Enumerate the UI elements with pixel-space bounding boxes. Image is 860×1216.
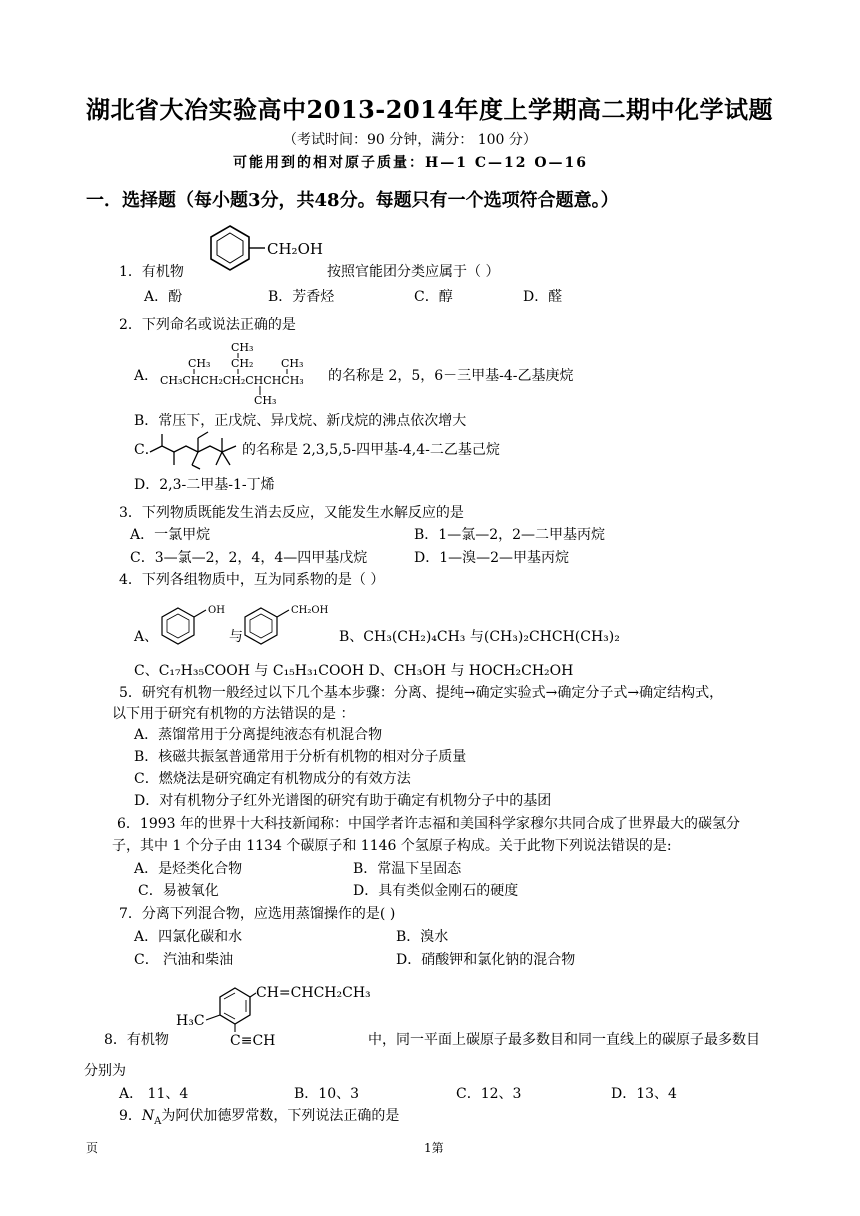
q5-stem-line2: 以下用于研究有机物的方法错误的是 ： [112, 706, 355, 722]
q8-prefix: 8．有机物 [104, 1032, 169, 1048]
q4-stem: 4．下列各组物质中，互为同系物的是（ ） [119, 572, 385, 588]
q2-option-d: D．2,3-二甲基-1-丁烯 [134, 477, 275, 493]
q7-option-b: B．溴水 [396, 929, 449, 945]
q7-stem: 7．分离下列混合物，应选用蒸馏操作的是( ) [119, 906, 396, 922]
q2-a-label: A． [134, 368, 159, 384]
q8-option-d: D．13、4 [611, 1086, 677, 1102]
q5-option-a: A．蒸馏常用于分离提纯液态有机混合物 [134, 727, 383, 743]
q5-option-d: D．对有机物分子红外光谱图的研究有助于确定有机物分子中的基团 [134, 793, 552, 809]
q3-option-d: D．1—溴—2—甲基丙烷 [414, 550, 570, 566]
q4-a-and: 与 [229, 629, 243, 645]
q1-option-a: A．酚 [144, 289, 183, 305]
svg-text:CH₂OH: CH₂OH [291, 605, 329, 616]
q1-ch2oh-label: CH₂OH [267, 240, 323, 258]
q9-na-subscript: A [154, 1115, 162, 1127]
q6-option-d: D．具有类似金刚石的硬度 [353, 883, 519, 899]
q3-stem: 3．下列物质既能发生消去反应，又能发生水解反应的是 [119, 505, 464, 521]
footer-page-number: 1第 [424, 1141, 444, 1155]
q6-option-a: A．是烃类化合物 [134, 861, 243, 877]
q2-option-b: B．常压下，正戊烷、异戊烷、新戊烷的沸点依次增大 [134, 413, 467, 429]
q9-number: 9． [119, 1108, 142, 1124]
exam-info: （考试时间：90 分钟，满分： 100 分） [283, 132, 537, 148]
q6-option-b: B．常温下呈固态 [353, 861, 462, 877]
q1-option-c: C．醇 [414, 289, 453, 305]
q3-option-b: B．1—氯—2，2—二甲基丙烷 [414, 527, 606, 543]
q4-option-b: B、CH₃(CH₂)₄CH₃ 与(CH₃)₂CHCH(CH₃)₂ [339, 629, 620, 645]
q8-option-c: C．12、3 [456, 1086, 522, 1102]
footer-page-left: 页 [86, 1141, 99, 1155]
q6-stem-line2: 子，其中 1 个分子由 1134 个碳原子和 1146 个氢原子构成。关于此物下列说法错误的是: [112, 838, 672, 854]
exam-title: 湖北省大冶实验高中2013-2014年度上学期高二期中化学试题 [86, 95, 774, 124]
svg-text:CH₃: CH₃ [281, 357, 304, 370]
atomic-masses: 可能用到的相对原子质量：H—1 C—12 O—16 [233, 155, 589, 171]
q5-option-b: B．核磁共振氢普通常用于分析有机物的相对分子质量 [134, 749, 467, 765]
q2-c-label: C． [134, 442, 159, 458]
q5-option-c: C．燃烧法是研究确定有机物成分的有效方法 [134, 771, 411, 787]
svg-text:CH₃CHCH₂CH₂CHCHCH₃: CH₃CHCH₂CH₂CHCHCH₃ [160, 374, 304, 387]
q3-option-a: A．一氯甲烷 [130, 527, 211, 543]
q1-prefix: 1．有机物 [119, 264, 184, 280]
svg-text:OH: OH [208, 605, 225, 616]
q9-stem [119, 1106, 399, 1132]
q2-a-text: 的名称是 2，5，6－三甲基-4-乙基庚烷 [328, 368, 574, 384]
q9-stem-text: 为阿伏加德罗常数，下列说法正确的是 [161, 1108, 400, 1124]
section-heading: 一．选择题（每小题3分，共48分。每题只有一个选项符合题意。） [86, 190, 619, 211]
benzyl-alcohol-structure-2 [243, 598, 335, 644]
svg-text:CH₃: CH₃ [231, 341, 254, 354]
q1-option-b: B．芳香烃 [268, 289, 335, 305]
q1-option-d: D．醛 [523, 289, 563, 305]
q8-cont: 分别为 [84, 1063, 126, 1079]
benzyl-alcohol-structure [200, 222, 330, 272]
q8-structure [174, 980, 371, 1052]
phenol-structure [160, 598, 232, 644]
svg-text:C≡CH: C≡CH [230, 1033, 276, 1049]
q4-a-label: A、 [134, 629, 159, 645]
q2-c-text: 的名称是 2,3,5,5-四甲基-4,4-二乙基己烷 [242, 442, 500, 458]
q2-a-structure [160, 338, 330, 410]
q7-option-d: D．硝酸钾和氯化钠的混合物 [396, 952, 576, 968]
q8-option-a: A． 11、4 [119, 1086, 189, 1102]
q5-stem-line1: 5．研究有机物一般经过以下几个基本步骤：分离、提纯→确定实验式→确定分子式→确定结构式， [119, 685, 724, 701]
q2-c-skeletal-structure [148, 430, 240, 470]
svg-text:CH=CHCH₂CH₃: CH=CHCH₂CH₃ [256, 985, 371, 1001]
q4-option-cd: C、C₁₇H₃₅COOH 与 C₁₅H₃₁COOH D、CH₃OH 与 HOCH₂CH₂OH [134, 663, 574, 679]
svg-text:CH₃: CH₃ [188, 357, 211, 370]
q7-option-a: A．四氯化碳和水 [134, 929, 243, 945]
q6-option-c: C．易被氧化 [138, 883, 219, 899]
q7-option-c: C． 汽油和柴油 [134, 952, 234, 968]
svg-text:CH₃: CH₃ [254, 394, 277, 407]
q8-option-b: B．10、3 [294, 1086, 360, 1102]
svg-text:H₃C: H₃C [176, 1013, 205, 1029]
svg-text:CH₂: CH₂ [231, 357, 254, 370]
q1-suffix: 按照官能团分类应属于（ ） [327, 264, 500, 280]
q9-na-symbol: N [141, 1108, 155, 1124]
q6-stem-line1: 6．1993 年的世界十大科技新闻称：中国学者许志福和美国科学家穆尔共同合成了世界最大的碳氢分 [117, 816, 740, 832]
q2-stem: 2．下列命名或说法正确的是 [119, 317, 296, 333]
q3-option-c: C．3—氯—2，2，4，4—四甲基戊烷 [130, 550, 368, 566]
q8-suffix: 中，同一平面上碳原子最多数目和同一直线上的碳原子最多数目 [368, 1032, 760, 1048]
